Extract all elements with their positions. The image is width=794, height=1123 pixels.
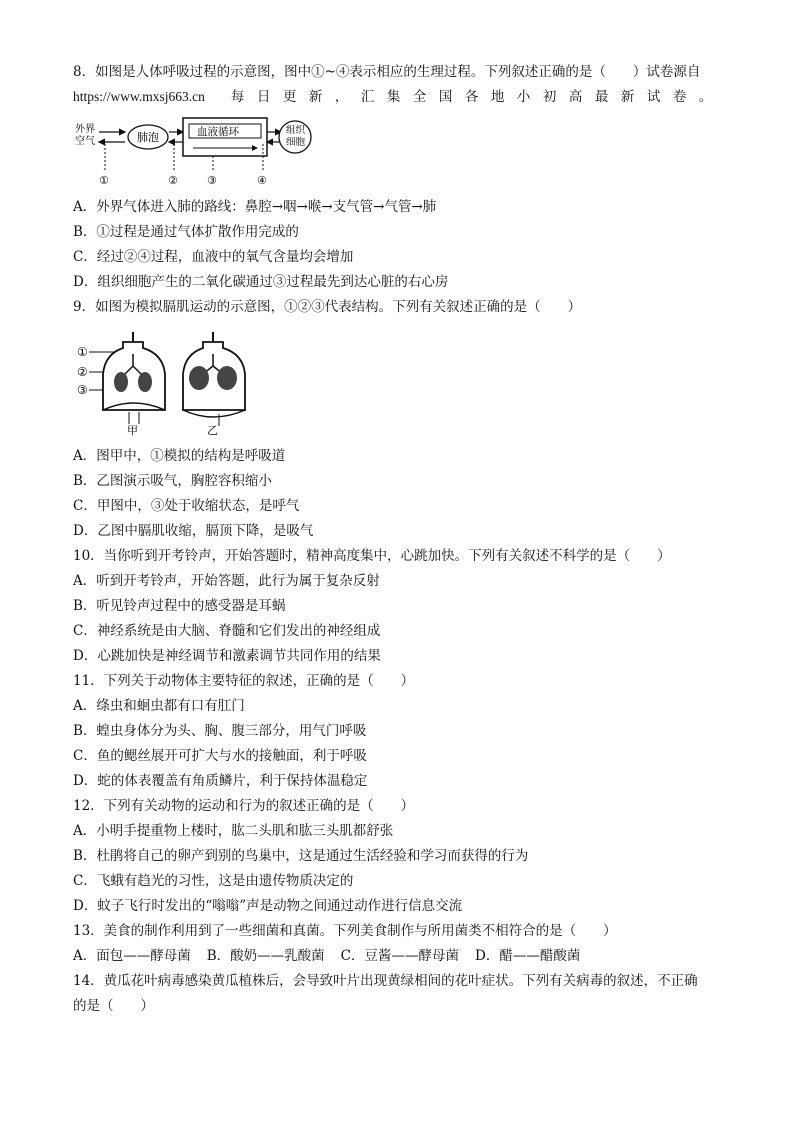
q8-stem: 8．如图是人体呼吸过程的示意图，图中①~④表示相应的生理过程。下列叙述正确的是（ ）试卷源自 (73, 64, 701, 80)
diaphragm-model-diagram (73, 324, 253, 436)
q8-option-d: D．组织细胞产生的二氧化碳通过③过程最先到达心脏的右心房 (73, 274, 449, 290)
update-notice: 每日更新，汇集全国各地小初高最新试卷。 (230, 89, 725, 105)
q8-option-c: C．经过②④过程，血液中的氧气含量均会增加 (73, 249, 354, 265)
q12-option-a: A．小明手提重物上楼时，肱二头肌和肱三头肌都舒张 (73, 823, 394, 839)
q10-option-c: C．神经系统是由大脑、脊髓和它们发出的神经组成 (73, 623, 381, 639)
marker-3: ③ (207, 174, 217, 187)
q9-option-d: D．乙图中膈肌收缩，膈顶下降，是吸气 (73, 523, 314, 539)
q12-option-b: B．杜鹃将自己的卵产到别的鸟巢中，这是通过生活经验和学习而获得的行为 (73, 848, 529, 864)
q12-stem: 12．下列有关动物的运动和行为的叙述正确的是（ ） (73, 798, 415, 814)
q14-stem-line-1: 14．黄瓜花叶病毒感染黄瓜植株后，会导致叶片出现黄绿相间的花叶症状。下列有关病毒的叙述，不正确 (73, 973, 698, 989)
respiration-diagram (73, 114, 313, 190)
structure-label-3: ③ (77, 383, 88, 397)
marker-1: ① (99, 174, 109, 187)
jar-a-label: 甲 (127, 424, 138, 436)
q12-option-c: C．飞蛾有趋光的习性，这是由遗传物质决定的 (73, 873, 354, 889)
q10-option-d: D．心跳加快是神经调节和激素调节共同作用的结果 (73, 648, 381, 664)
marker-2: ② (168, 174, 178, 187)
q9-option-a: A．图甲中，①模拟的结构是呼吸道 (73, 448, 286, 464)
alveoli-label: 肺泡 (137, 131, 159, 144)
q13-stem: 13．美食的制作利用到了一些细菌和真菌。下列美食制作与所用菌类不相符合的是（ ） (73, 923, 617, 939)
q13-option-b: B．酸奶——乳酸菌 (206, 948, 325, 964)
q9-option-b: B．乙图演示吸气，胸腔容积缩小 (73, 473, 272, 489)
q9-option-c: C．甲图中，③处于收缩状态，是呼气 (73, 498, 300, 514)
q8-option-a: A．外界气体进入肺的路线：鼻腔→咽→喉→支气管→气管→肺 (73, 199, 437, 215)
q11-option-c: C．鱼的鳃丝展开可扩大与水的接触面，利于呼吸 (73, 748, 367, 764)
tissue-cells-label-1: 组织 (286, 125, 306, 136)
q11-stem: 11．下列关于动物体主要特征的叙述，正确的是（ ） (73, 673, 415, 689)
q13-option-d: D．醋——醋酸菌 (475, 948, 581, 964)
q13-option-a: A．面包——酵母菌 (73, 948, 191, 964)
q8-option-b: B．①过程是通过气体扩散作用完成的 (73, 224, 299, 240)
q13-options-row (73, 946, 596, 966)
jar-b-label: 乙 (207, 424, 218, 436)
q11-option-a: A．绦虫和蛔虫都有口有肛门 (73, 698, 245, 714)
q11-option-d: D．蛇的体表覆盖有角质鳞片，利于保持体温稳定 (73, 773, 368, 789)
q10-option-b: B．听见铃声过程中的感受器是耳蜗 (73, 598, 286, 614)
q9-stem: 9．如图为模拟膈肌运动的示意图，①②③代表结构。下列有关叙述正确的是（ ） (73, 299, 582, 315)
q12-option-d: D．蚊子飞行时发出的“嗡嗡”声是动物之间通过动作进行信息交流 (73, 898, 463, 914)
q10-stem: 10．当你听到开考铃声，开始答题时，精神高度集中，心跳加快。下列有关叙述不科学的是（ ） (73, 548, 671, 564)
source-url[interactable]: https://www.mxsj663.cn (73, 89, 205, 104)
tissue-cells-label-2: 细胞 (286, 137, 306, 148)
blood-circulation-label: 血液循环 (197, 126, 239, 138)
outside-air-label-1: 外界 (75, 124, 95, 135)
q8-source-line (73, 87, 723, 107)
q13-option-c: C．豆酱——酵母菌 (340, 948, 460, 964)
marker-4: ④ (257, 174, 267, 187)
outside-air-label-2: 空气 (75, 136, 95, 147)
structure-label-2: ② (77, 365, 88, 379)
q14-stem-line-2: 的是（ ） (73, 998, 154, 1014)
structure-label-1: ① (77, 345, 88, 359)
q11-option-b: B．蝗虫身体分为头、胸、腹三部分，用气门呼吸 (73, 723, 367, 739)
q10-option-a: A．听到开考铃声，开始答题，此行为属于复杂反射 (73, 573, 380, 589)
